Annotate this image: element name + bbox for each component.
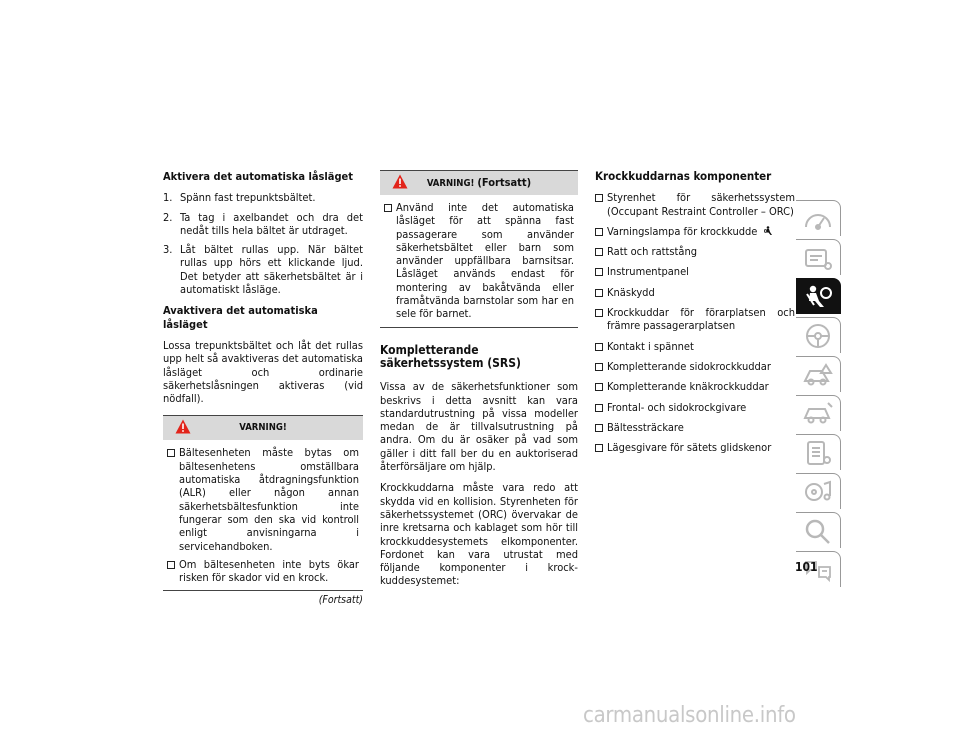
component-text: Kontakt i spännet [607,339,694,353]
step-number: 2. [163,210,173,224]
component-item [595,265,795,278]
warning-body [380,195,578,327]
bullet-box-icon [595,309,603,317]
warning-header [163,416,363,440]
bullet-box-icon [167,449,175,457]
warning-item [167,558,359,585]
component-item [595,380,795,393]
component-item [595,340,795,353]
component-text: Lägesgivare för sätets glidskenor [607,441,772,455]
multimedia-icon [802,478,834,506]
steering-wheel-icon [802,322,834,350]
specs-list-icon [802,439,834,467]
component-item [595,245,795,258]
deactivate-paragraph: Lossa trepunktsbältet och låt det rullas upp helt så avaktiveras det automatiska låsläget och ordinarie säkerhetslåsningen aktiveras (vid nödfall). [163,338,363,406]
warning-triangle-icon [392,174,408,189]
component-text: Styrenhet för säkerhetssystem (Occupant Restraint Controller – ORC) [607,191,795,218]
bullet-box-icon [595,248,603,256]
warning-box [163,415,363,591]
right-column [595,170,795,461]
warning-title: VARNING! [426,178,475,189]
tab-emergency[interactable] [796,356,841,392]
tab-driving[interactable] [796,317,841,353]
warning-item-text: Om bältesenheten inte byts ökar risken för skador vid en krock. [179,557,359,585]
component-text: Krockkuddar för förarplatsen och främre passagerarplatsen [607,306,795,333]
warning-item [384,201,574,321]
step-1 [163,191,363,204]
step-number: 3. [163,243,173,257]
component-text: Frontal- och sidokrockgivare [607,400,747,414]
component-text: Kompletterande knäkrockkuddar [607,380,769,394]
bullet-box-icon [595,424,603,432]
component-text: Bältessträckare [607,420,684,434]
bullet-box-icon [595,444,603,452]
component-item [595,421,795,434]
step-2 [163,211,363,238]
step-number: 1. [163,191,173,205]
search-icon [802,517,834,545]
component-item [595,306,795,333]
tab-dashboard[interactable] [796,200,841,236]
tab-specifications[interactable] [796,434,841,470]
continued-label: (Fortsatt) [318,594,363,607]
component-item [595,360,795,373]
component-item [595,401,795,414]
step-text: Spänn fast trepunktsbältet. [180,191,316,205]
dashboard-icon [802,205,834,233]
component-item [595,225,795,238]
component-item [595,441,795,454]
component-text: Instrumentpanel [607,265,689,279]
warning-lights-icon [802,244,834,272]
step-text: Låt bältet rullas upp. När bältet rullas upp hörs ett klickande ljud. Det betyder att säkerhetsbältet är i automatiskt låsläge. [180,243,363,297]
bullet-box-icon [595,289,603,297]
emergency-icon [802,361,834,389]
bullet-box-icon [595,268,603,276]
component-text: Varningslampa för krockkudde [607,224,758,238]
warning-triangle-icon [175,419,191,434]
watermark: carmanualsonline.info [583,703,796,728]
tab-service[interactable] [796,395,841,431]
component-item [595,191,795,218]
heading-deactivate-lock: Avaktivera det automatiska låsläget [163,304,318,331]
page-number: 101 [795,560,818,574]
left-column [163,170,363,608]
bullet-box-icon [595,383,603,391]
airbag-warning-icon [764,226,773,236]
tab-multimedia[interactable] [796,473,841,509]
activation-steps [163,191,363,296]
car-service-icon [802,400,834,428]
warning-body [163,440,363,590]
warning-title-continued: (Fortsatt) [477,176,532,189]
component-text: Kompletterande sidokrockkuddar [607,359,771,373]
bullet-box-icon [595,404,603,412]
heading-activate-lock: Aktivera det automatiska låsläget [163,170,354,183]
tab-index[interactable] [796,512,841,548]
warning-title: VARNING! [239,422,287,434]
component-text: Knäskydd [607,285,655,299]
chapter-tabs [796,200,841,590]
component-text: Ratt och rattstång [607,245,698,259]
bullet-box-icon [595,343,603,351]
step-text: Ta tag i axelbandet och dra det nedåt tills hela bältet är utdraget. [180,210,363,237]
step-3 [163,243,363,296]
warning-header [380,171,578,195]
middle-column [380,170,578,596]
warning-item-text: Bältesenheten måste bytas om bältesenhetens omställbara automatiska åtdragningsfunktion (ALR) eller någon annan säkerhetsbältesfunktion inte fungerar som den ska vid kontroll enligt anvisningarna i servicehandboken. [179,446,359,553]
bullet-box-icon [167,561,175,569]
srs-paragraph-2: Krockkuddarna måste vara redo att skydda vid en kollision. Styrenheten för säkerhetssystemet (ORC) övervakar de inre kretsarna och kablaget som hör till krockkuddesystemets elkomponenter. Fordonet kan vara utrustat med följande komponenter i krockkuddesystemet: [380,481,578,588]
component-item [595,286,795,299]
warning-item [167,446,359,552]
tab-warning-lights[interactable] [796,239,841,275]
bullet-box-icon [595,363,603,371]
bullet-box-icon [384,204,392,212]
bullet-box-icon [595,228,603,236]
warning-item-text: Använd inte det automatiska låsläget för att spänna fast passagerare som använder säkerhetsbältet eller barn som använder uppfällbara barnsitsar. Låsläget används endast för montering av bakåtvända eller framåtvända barnstolar som har en sele för barnet. [396,201,574,321]
srs-paragraph-1: Vissa av de säkerhetsfunktioner som beskrivs i detta avsnitt kan vara standardutrustning på vissa modeller medan de är tillvalsutrustning på andra. Om du är osäker på vad som gäller i ditt fall ber du en auktoriserad återförsäljare om hjälp. [380,380,578,474]
heading-airbag-components: Krockkuddarnas komponenter [595,169,772,183]
warning-box-continued [380,170,578,328]
section-heading-srs: Kompletterande säkerhetssystem (SRS) [380,342,521,370]
safety-airbag-icon [802,283,834,311]
tab-safety[interactable] [796,278,841,314]
bullet-box-icon [595,194,603,202]
